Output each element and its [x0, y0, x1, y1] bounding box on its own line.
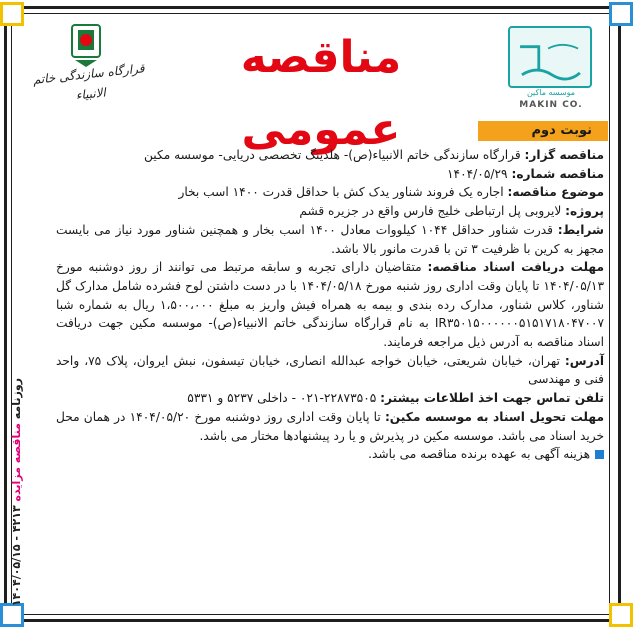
deadline-paragraph	[56, 258, 604, 352]
makin-logo	[500, 24, 602, 120]
emblem-icon	[71, 24, 101, 68]
delivery-paragraph	[56, 408, 604, 445]
corner-decoration-top-left	[0, 2, 24, 26]
corner-decoration-top-right	[609, 2, 633, 26]
phone-line	[56, 389, 604, 408]
khatam-logo-text: قرارگاه سازندگی خاتم الانبیاء	[32, 61, 146, 103]
khatam-logo	[25, 20, 153, 118]
delivery-value: تا پایان وقت اداری روز دوشنبه مورخ ۱۴۰۴/۰۵/۲۰ در همان محل خرید اسناد می باشد. موسسه مکین در پذیرش و یا رد پیشنهادها مختار می باشد.	[56, 409, 604, 443]
round-banner: نوبت دوم	[478, 121, 608, 141]
makin-logo-box	[508, 26, 592, 88]
address-label: آدرس:	[564, 353, 605, 368]
corner-decoration-bottom-left	[0, 603, 24, 627]
makin-logo-fa: موسسه ماکین	[526, 88, 576, 97]
page-title: مناقصه عمومی	[240, 32, 402, 155]
corner-decoration-bottom-right	[609, 603, 633, 627]
deadline-value: متقاضیان دارای تجربه و سابقه مرتبط می توانند از روز دوشنبه مورخ ۱۴۰۴/۰۵/۱۳ تا پایان وقت اداری روز شنبه مورخ ۱۴۰۴/۰۵/۱۸ با در دست داشتن لوح فشرده شامل مدارک گل شناور، کلاس شناور، مدارک رده بندی و بیمه به همراه فیش واریز به مبلغ ۱،۵۰۰،۰۰۰ ریال به شماره شبا IR۳۵۰۱۵۰۰۰۰۰۰۵۱۵۱۷۱۸۰۴۷۰۰۷ به نام قرارگاه سازندگی خاتم الانبیاء(ص)- موسسه مکین جهت دریافت اسناد مناقصه به آدرس ذیل مراجعه فرمایند.	[56, 260, 604, 350]
tenderer-label: مناقصه گزار:	[524, 148, 604, 162]
wave-icon	[510, 28, 590, 86]
side-prefix: روزنامه	[10, 378, 23, 420]
side-newspaper-name: مناقصه مزایده	[10, 423, 23, 502]
tenderer-line	[56, 146, 604, 165]
makin-logo-en: MAKIN CO.	[519, 100, 583, 110]
project-value: لایروبی پل ارتباطی خلیج فارس واقع در جزیره قشم	[299, 204, 562, 219]
phone-label: تلفن تماس جهت اخذ اطلاعات بیشتر:	[380, 391, 604, 406]
tenderer-value: قرارگاه سازندگی خاتم الانبیاء(ص)- هلدینگ تخصصی دریایی- موسسه مکین	[144, 148, 521, 162]
square-bullet-icon	[595, 450, 604, 459]
side-issue-number: ۴۲۱۳ - ۱۴۰۴/۰۵/۱۵	[10, 505, 23, 607]
tender-number-line	[56, 165, 604, 184]
conditions-value: قدرت شناور حداقل ۱۰۴۴ کیلووات معادل ۱۴۰۰ اسب بخار و همچنین شناور مورد نیاز می بایست مجهز به کرین با ظرفیت ۳ تن با قدرت مانور بالا باشد.	[56, 222, 604, 256]
subject-line	[56, 183, 604, 202]
address-paragraph	[56, 352, 604, 389]
footer-note-line	[56, 445, 604, 464]
delivery-label: مهلت تحویل اسناد به موسسه مکین:	[384, 409, 604, 424]
footer-note: هزینه آگهی به عهده برنده مناقصه می باشد.	[368, 447, 590, 462]
phone-value: ۲۲۸۷۳۵۰۵-۰۲۱ - داخلی ۵۲۳۷ و ۵۳۳۱	[187, 391, 377, 406]
subject-value: اجاره یک فروند شناور یدک کش با حداقل قدرت ۱۴۰۰ اسب بخار	[178, 185, 504, 200]
address-value: تهران، خیابان شریعتی، خیابان خواجه عبدالله انصاری، خیابان تیسفون، نبش ایروان، پلاک ۷۵، واحد فنی و مهندسی	[56, 353, 604, 387]
tender-number-label: مناقصه شماره:	[511, 166, 604, 181]
notice-body	[56, 146, 604, 464]
project-line	[56, 202, 604, 221]
conditions-paragraph	[56, 221, 604, 258]
deadline-label: مهلت دریافت اسناد مناقصه:	[427, 260, 605, 275]
project-label: پروژه:	[565, 204, 604, 219]
newspaper-side-label	[10, 378, 26, 607]
tender-number-value: ۱۴۰۴/۰۵/۲۹	[446, 166, 508, 181]
subject-label: موضوع مناقصه:	[507, 185, 604, 200]
conditions-label: شرایط:	[557, 222, 604, 237]
